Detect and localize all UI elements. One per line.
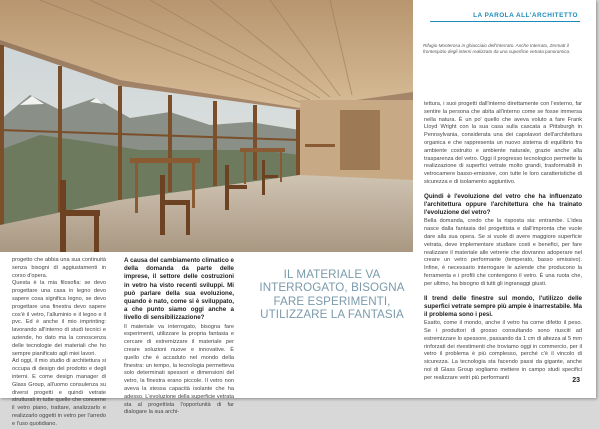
interior-photo bbox=[0, 0, 413, 252]
interior-photo-illustration bbox=[0, 0, 413, 252]
page-number: 23 bbox=[572, 377, 580, 384]
interview-answer: Il materiale va interrogato, bisogna fare esperimenti, utilizzare la propria fantasia e cercare di estremizzare il materiale per creare soluzioni nuove e innovative. È quello che è accaduto nel mondo della finestra: un tempo, la tecnologia permetteva solo determinati spessori e dimensioni del vetro, la finestra erano piccole. Il vetro non aveva la stessa capacità isolante che ha adesso. L'evoluzione della superficie vetrata sta al progettista l'opportunità di far dialogare la sua archi- bbox=[124, 323, 234, 416]
column-left-paragraph: progetto che abbia una sua continuità senza bisogni di aggiustamenti in corso d'opera. bbox=[12, 257, 106, 279]
column-right bbox=[424, 101, 582, 383]
column-left bbox=[12, 257, 106, 429]
interview-question: Il trend delle finestre sul mondo, l'utilizzo delle superfici vetrate sempre più ampie è inarrestabile. Ma il problema sono i pesi. bbox=[424, 294, 582, 318]
interview-question: Quindi è l'evoluzione del vetro che ha influenzato l'architettura oppure l'architettura che ha trainato l'evoluzione del vetro? bbox=[424, 192, 582, 217]
interview-question: A causa del cambiamento climatico e della domanda da parte delle imprese, il settore delle costruzioni in vetro ha visto recenti sviluppi. Mi può parlare della sua evoluzione, quando è nato, come si è sviluppato, a che punto siamo oggi anche a livello di sensibilizzazione? bbox=[124, 257, 234, 322]
column-left-paragraph: Questa è la mia filosofia: se devo progettare una casa in legno devo sapere cosa significa legno, se devo progettare una finestra devo sapere cos'è il vetro, l'alluminio e il legno e il pvc. Ed è anche il mio imprinting: lavorando all'interno di studi tecnici e aziende, ho dato ma la conoscenza delle tecnologie dei materiali che ho sempre pianificato agli miei lavori. bbox=[12, 280, 106, 357]
header-rule bbox=[430, 21, 580, 22]
photo-caption: Rifugio Monterosa in ghiacciaio dell'Interrato. Anche Interrato, Zermatt il frontespizio degli interni realizzato da una superficie vetrata panoramica. bbox=[423, 43, 571, 54]
column-middle bbox=[124, 257, 234, 417]
interview-answer: Bella domanda, credo che la risposta sia: entrambe. L'idea nasce dalla fantasia del progettista e dall'impronta che vuole dare alla sua opera. Se si vuole di avere maggiore superficie vetrata, deve implementare studiare costi e benefici, per fare realizzare il materiale alle vetrerie che dovranno adoperare nel creare un vetro performante (temperato, basso emissivo). Infine, è necessario interrogare le aziende che producono la ferramenta e i profili che contengono il vetro. È una ruota che, per ultimo, ha bisogno di tutti gli ingranaggi giusti. bbox=[424, 218, 582, 287]
column-left-paragraph: Ad oggi, il mio studio di architettura si occupa di design del prodotto e degli interni. E come design manager di Glass Group, all'uomo consulenza su diversi progetti e quindi vetrate strutturali in tutte quelle che concerne il vetro piano, trattare, analizzarlo e realizzarlo oggetti in vetro per l'arredo e l'uso quotidiano. bbox=[12, 358, 106, 427]
pull-quote: IL MATERIALE VA INTERROGATO, BISOGNA FARE ESPERIMENTI, UTILIZZARE LA FANTASIA bbox=[259, 268, 405, 322]
interview-answer: Esatto, come il mondo, anche il vetro ha come difetto il peso. Se i produttori di grosso consultando sono riusciti ad estremizzare lo spessore, passando da 1 cm di altezza al 5 mm rinforzati dei rivestimenti che troviamo oggi in commercio, per il vetro il problema è più complesso, perché c'è il vincolo di sicurezza. La tecnologia sta facendo passi da gigante, anche noi di Glass Group vogliamo mettere in campo studi specifici per realizzare vetri più performanti bbox=[424, 320, 582, 381]
column-right-intro: tettura, i suoi progetti dall'interno direttamente con l'esterno, far sentire la persona che abita all'interno come se fosse immersa nella natura. È un po' quello che aveva voluto a fare Frank Lloyd Wright con la sua casa sulla cascata a Pittsburgh in Pennsylvania, considerata una dei capolavori dell'architettura organica e che rappresenta un nuovo sistema di equilibrio fra ambiente costruito e ambiente naturale, grazie anche alla trasparenza del vetro. Oggi il progresso tecnologico permette la realizzazione di superfici vetrate molto grandi, trasformabili in vetrocamere basso-emissive, con tutte le loro caratteristiche di sicurezza e di isolamento aggiuntivo. bbox=[424, 101, 582, 185]
section-label: LA PAROLA ALL'ARCHITETTO bbox=[473, 12, 578, 19]
